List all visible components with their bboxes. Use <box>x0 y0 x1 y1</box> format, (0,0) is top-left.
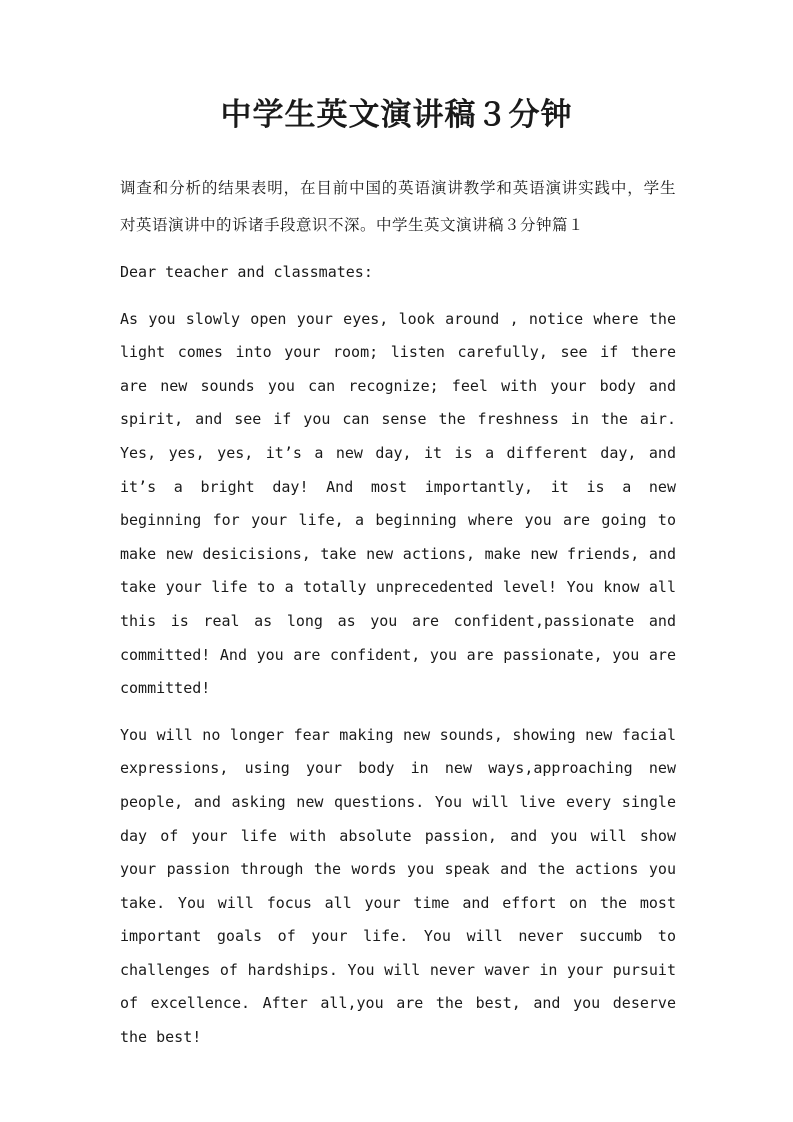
document-body <box>120 170 676 1068</box>
body-paragraph: As you slowly open your eyes, look around , notice where the light comes into your room; listen carefully, see if there are new sounds you can recognize; feel with your body and spirit, and see if you can sense the freshness in the air. Yes, yes, yes, it’s a new day, it is a different day, and it’s a bright day! And most importantly, it is a new beginning for your life, a beginning where you are going to make new desicisions, take new actions, make new friends, and take your life to a totally unprecedented level! You know all this is real as long as you are confident,passionate and committed! And you are confident, you are passionate, you are committed! <box>120 309 676 698</box>
salutation-paragraph: Dear teacher and classmates: <box>120 263 373 281</box>
intro-paragraph: 调查和分析的结果表明，在目前中国的英语演讲教学和英语演讲实践中，学生对英语演讲中的诉诸手段意识不深。中学生英文演讲稿３分钟篇１ <box>120 179 676 234</box>
body-paragraph: You will no longer fear making new sounds, showing new facial expressions, using your body in new ways,approaching new people, and asking new questions. You will live every single day of your life with absolute passion, and you will show your passion through the words you speak and the actions you take. You will focus all your time and effort on the most important goals of your life. You will never succumb to challenges of hardships. You will never waver in your pursuit of excellence. After all,you are the best, and you deserve the best! <box>120 725 676 1047</box>
document-title: 中学生英文演讲稿３分钟 <box>220 97 573 133</box>
